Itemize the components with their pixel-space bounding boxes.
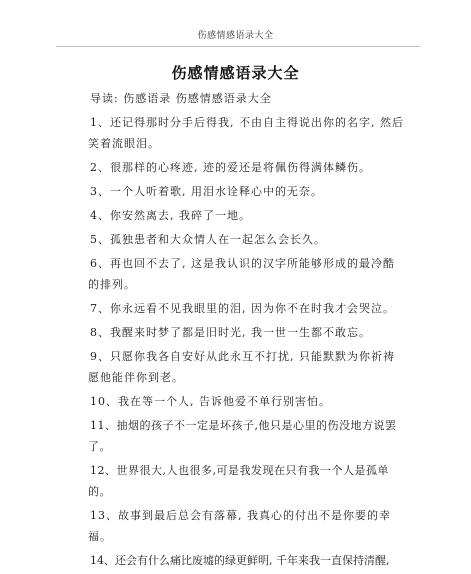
quote-item: 10、我在等一个人, 告诉他爱不单行别害怕。 — [90, 395, 331, 408]
quote-item: 6、再也回不去了, 这是我认识的汉字所能够形成的最冷酷的排列。 — [88, 257, 395, 291]
quote-item: 9、只愿你我各自安好从此永互不打扰, 只能默默为你祈祷愿他能伴你到老。 — [88, 350, 395, 384]
quote-item: 1、还记得那时分手后得我, 不由自主得说出你的名字, 然后笑着流眼泪。 — [88, 116, 404, 150]
quote-item: 8、我醒来时梦了都是旧时光, 我一世一生都不敢忘。 — [90, 326, 371, 339]
intro-line: 导读: 伤感语录 伤感情感语录大全 — [90, 92, 272, 105]
quote-item: 4、你安然离去, 我碎了一地。 — [90, 209, 251, 222]
quote-item: 13、故事到最后总会有落幕, 我真心的付出不是你要的幸福。 — [88, 509, 391, 543]
quote-list — [88, 112, 406, 574]
quote-item: 11、抽烟的孩子不一定是坏孩子,他只是心里的伤没地方说罢了。 — [88, 419, 397, 453]
header-divider — [56, 46, 420, 47]
quote-item: 14、还会有什么痛比废墟的绿更鲜明, 千年来我一直保持清醒, — [90, 554, 390, 567]
quote-item: 12、世界很大,人也很多,可是我发现在只有我一个人是孤单的。 — [88, 464, 389, 498]
quote-item: 7、你永远看不见我眼里的泪, 因为你不在时我才会哭泣。 — [90, 302, 395, 315]
quote-item: 2、很那样的心疼迹, 迹的爱还是将佩伤得满体鳞伤。 — [90, 161, 371, 174]
running-header: 伤感情感语录大全 — [197, 31, 274, 41]
document-title: 伤感情感语录大全 — [171, 64, 300, 82]
quote-item: 5、孤独患者和大众情人在一起怎么会长久。 — [90, 233, 326, 246]
quote-item: 3、一个人听着歌, 用泪水诠释心中的无奈。 — [90, 185, 323, 198]
